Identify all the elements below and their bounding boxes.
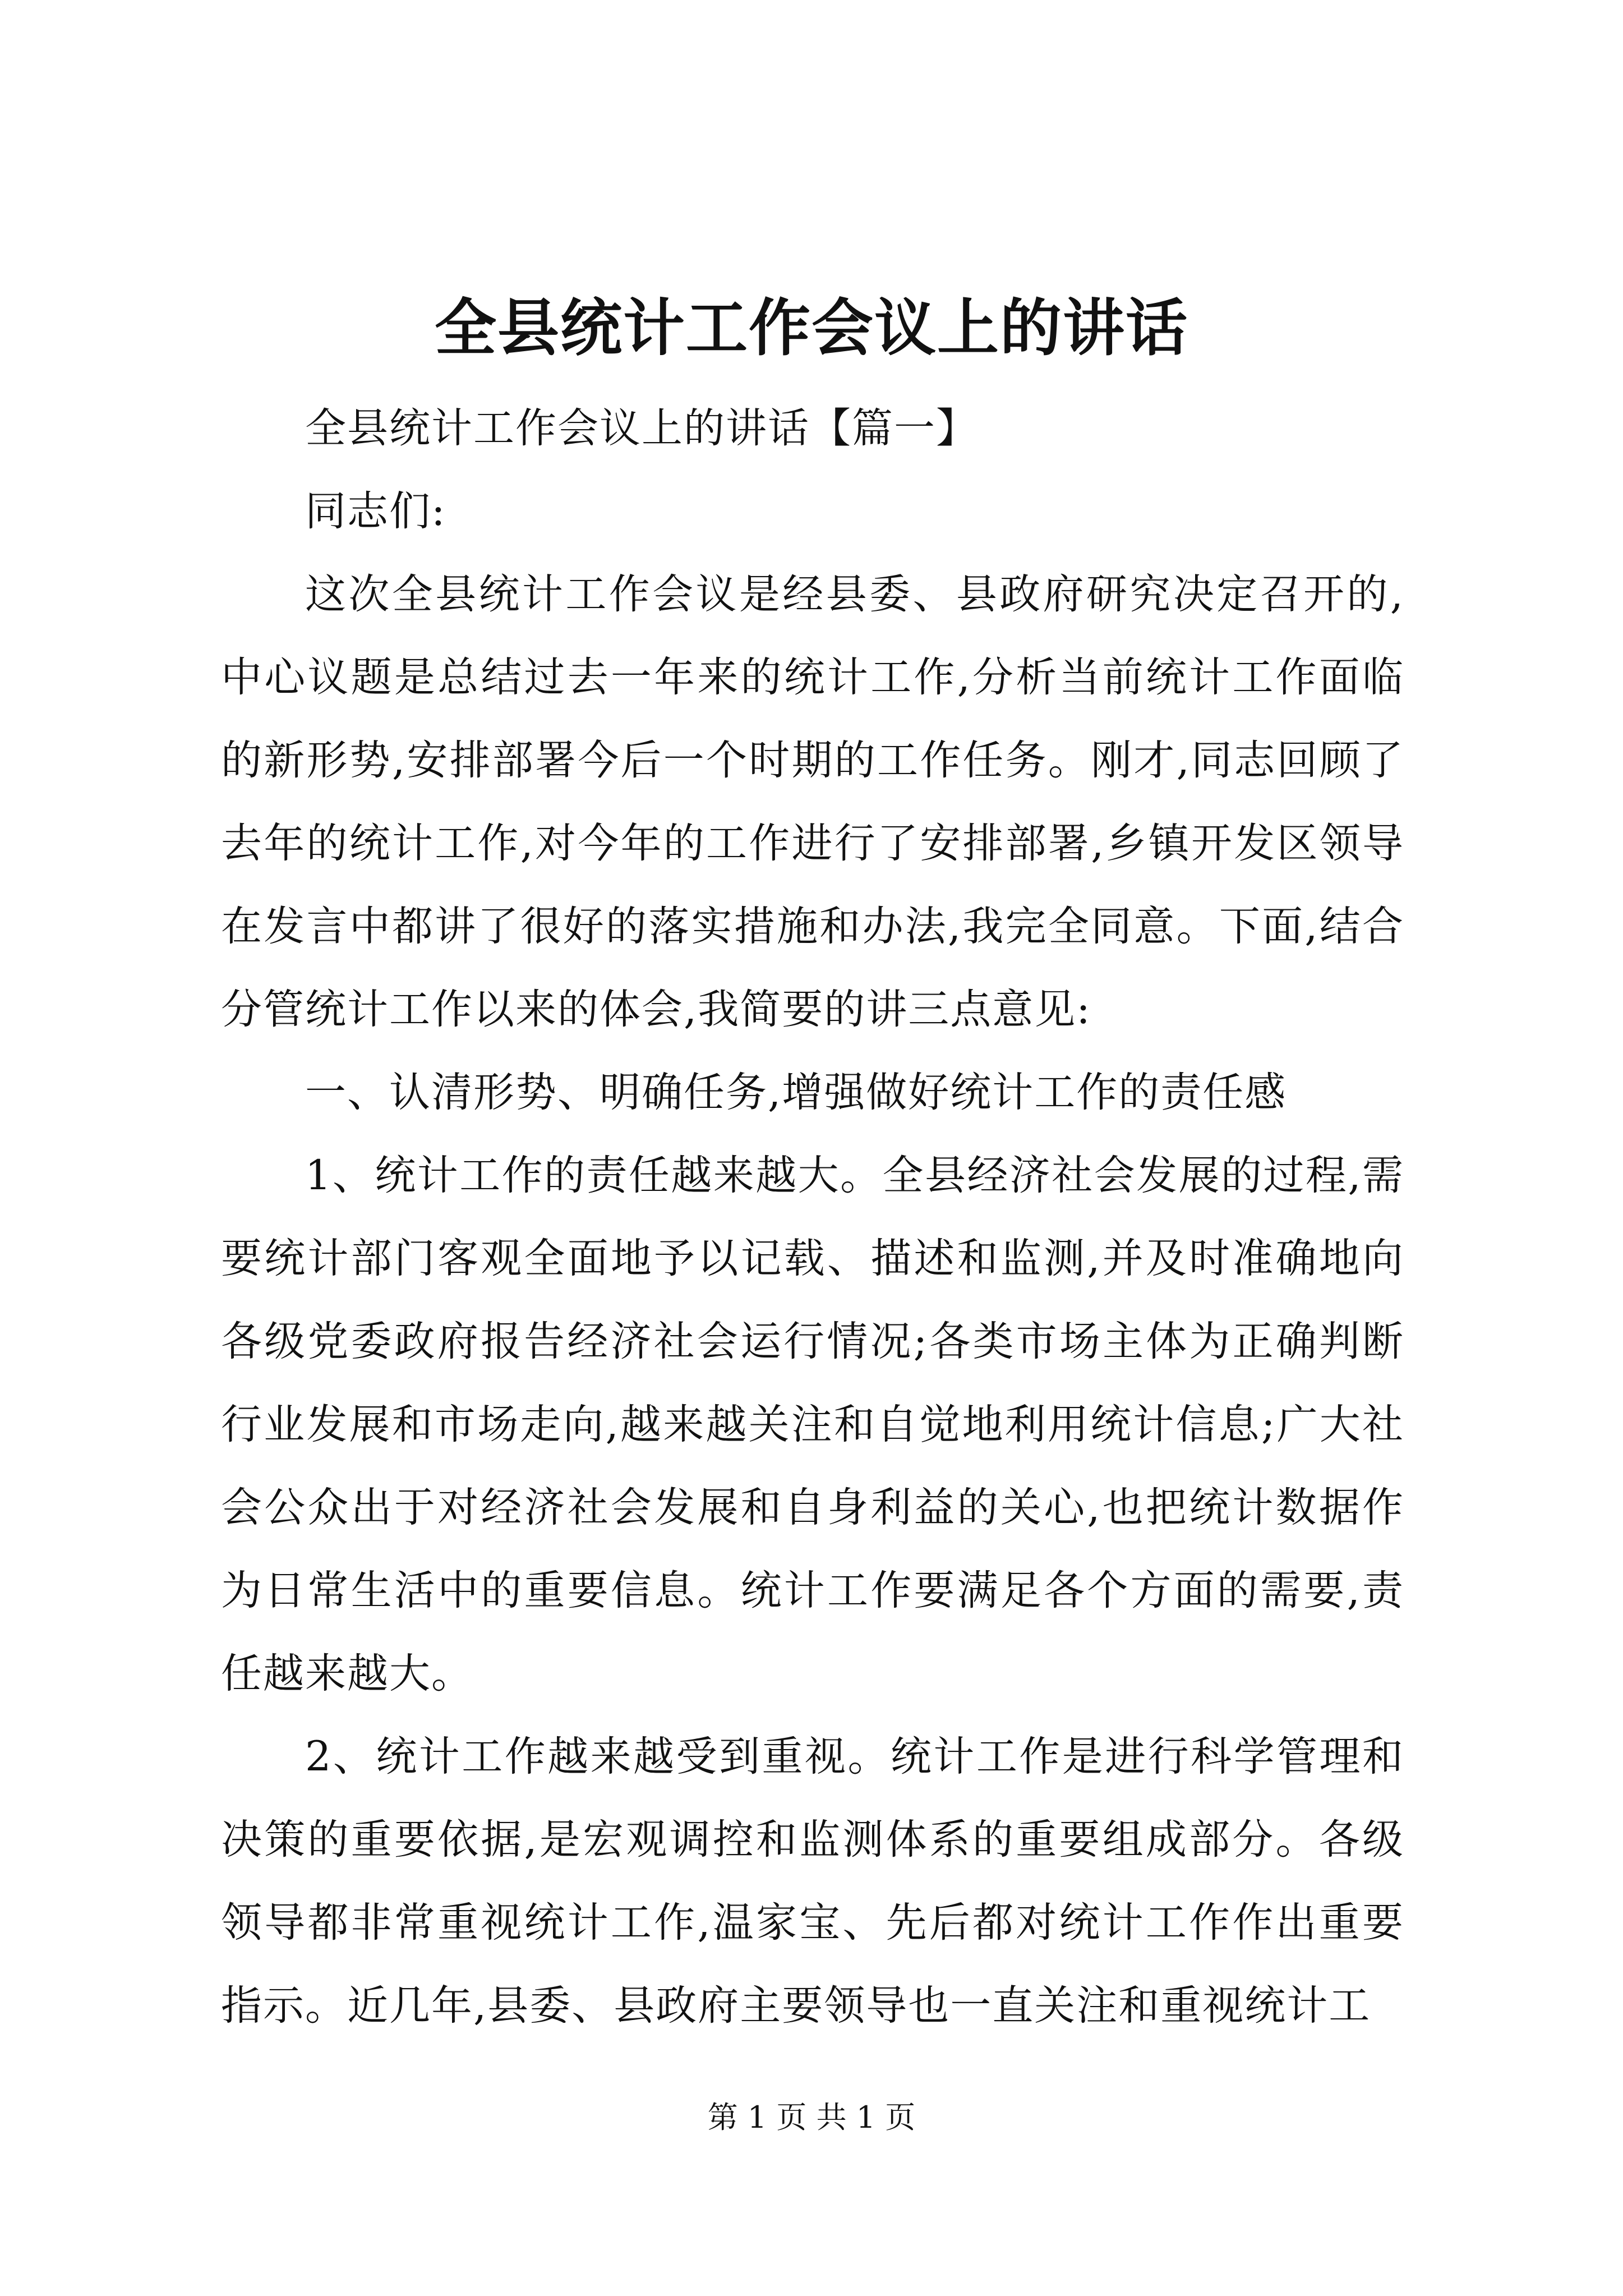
page-footer: 第 1 页 共 1 页	[707, 2100, 916, 2135]
body-paragraph: 1、统计工作的责任越来越大。全县经济社会发展的过程,需要统计部门客观全面地予以记载、描述和监测,并及时准确地向各级党委政府报告经济社会运行情况;各类市场主体为正确判断行业发展和市场走向,越来越关注和自觉地利用统计信息;广大社会公众出于对经济社会发展和自身利益的关心,也把统计数据作为日常生活中的重要信息。统计工作要满足各个方面的需要,责任越来越大。	[221, 1152, 1404, 1697]
section-heading: 全县统计工作会议上的讲话【篇一】	[305, 404, 978, 452]
salutation: 同志们:	[305, 487, 446, 535]
document-body	[221, 387, 1404, 2047]
document-title: 全县统计工作会议上的讲话	[435, 292, 1188, 364]
body-paragraph: 这次全县统计工作会议是经县委、县政府研究决定召开的,中心议题是总结过去一年来的统计工作,分析当前统计工作面临的新形势,安排部署今后一个时期的工作任务。刚才,同志回顾了去年的统计工作,对今年的工作进行了安排部署,乡镇开发区领导在发言中都讲了很好的落实措施和办法,我完全同意。下面,结合分管统计工作以来的体会,我简要的讲三点意见:	[221, 570, 1404, 1033]
body-paragraph: 2、统计工作越来越受到重视。统计工作是进行科学管理和决策的重要依据,是宏观调控和监测体系的重要组成部分。各级领导都非常重视统计工作,温家宝、先后都对统计工作作出重要指示。近几年,县委、县政府主要领导也一直关注和重视统计工	[221, 1733, 1404, 2030]
body-paragraph: 一、认清形势、明确任务,增强做好统计工作的责任感	[305, 1069, 1287, 1116]
